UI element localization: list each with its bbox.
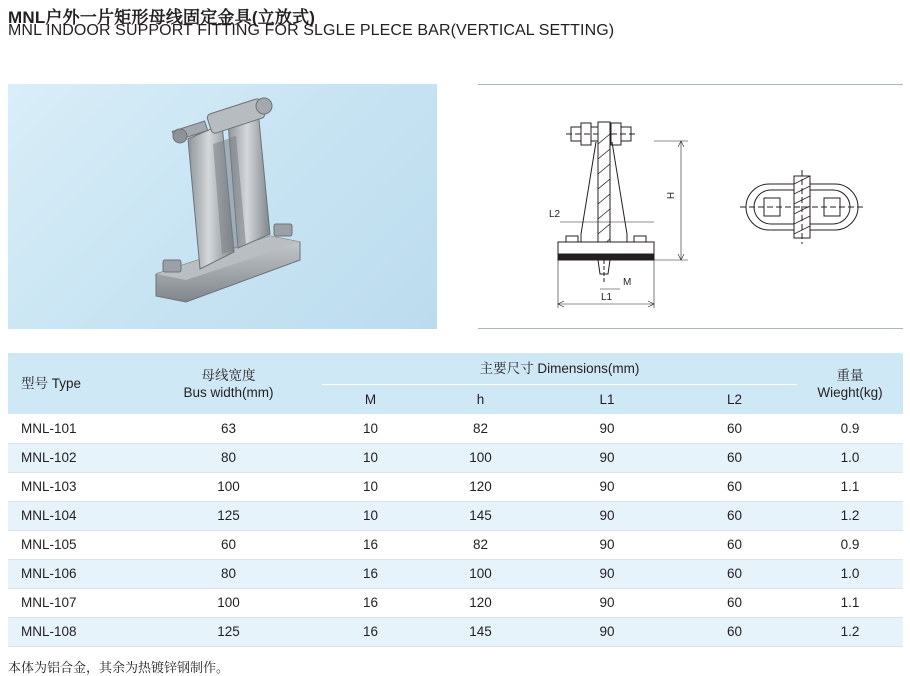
cell-l1: 90	[542, 414, 672, 443]
cell-type: MNL-102	[8, 443, 135, 472]
cell-l2: 60	[672, 588, 797, 617]
cell-m: 16	[322, 617, 419, 646]
cell-h: 145	[419, 501, 542, 530]
table-row	[8, 472, 903, 501]
col-header-dimensions: 主要尺寸 Dimensions(mm)	[322, 353, 797, 384]
cell-weight: 1.2	[797, 501, 903, 530]
cell-l1: 90	[542, 501, 672, 530]
cell-l2: 60	[672, 617, 797, 646]
cell-l2: 60	[672, 530, 797, 559]
cell-bus-width: 80	[135, 443, 322, 472]
table-row	[8, 559, 903, 588]
cell-m: 16	[322, 588, 419, 617]
technical-drawing	[478, 84, 903, 329]
table-row	[8, 414, 903, 443]
table-row	[8, 501, 903, 530]
footnote: 本体为铝合金，其余为热镀锌钢制作。	[8, 660, 230, 675]
label-h: H	[666, 191, 678, 200]
cell-h: 120	[419, 588, 542, 617]
cell-type: MNL-105	[8, 530, 135, 559]
table-row	[8, 530, 903, 559]
cell-l1: 90	[542, 559, 672, 588]
cell-type: MNL-103	[8, 472, 135, 501]
cell-type: MNL-104	[8, 501, 135, 530]
cell-l1: 90	[542, 588, 672, 617]
cell-weight: 0.9	[797, 530, 903, 559]
cell-h: 100	[419, 559, 542, 588]
cell-l1: 90	[542, 443, 672, 472]
col-header-h: h	[419, 384, 542, 414]
label-l2: L2	[549, 209, 561, 220]
cell-weight: 0.9	[797, 414, 903, 443]
support-fitting-illustration	[8, 84, 437, 329]
front-view-drawing	[478, 84, 903, 329]
cell-bus-width: 60	[135, 530, 322, 559]
cell-l2: 60	[672, 414, 797, 443]
cell-weight: 1.1	[797, 588, 903, 617]
col-header-type: 型号 Type	[8, 353, 135, 414]
label-l1: L1	[601, 292, 613, 303]
product-photo	[8, 84, 437, 329]
spec-table	[8, 353, 903, 647]
bus-width-en: Bus width(mm)	[183, 384, 274, 400]
col-header-l1: L1	[542, 384, 672, 414]
col-header-bus-width	[135, 353, 322, 414]
cell-l1: 90	[542, 530, 672, 559]
cell-h: 82	[419, 414, 542, 443]
bus-width-cn: 母线宽度	[201, 367, 256, 383]
col-header-m: M	[322, 384, 419, 414]
cell-l1: 90	[542, 472, 672, 501]
cell-m: 10	[322, 443, 419, 472]
cell-type: MNL-101	[8, 414, 135, 443]
cell-weight: 1.2	[797, 617, 903, 646]
cell-l2: 60	[672, 501, 797, 530]
cell-m: 10	[322, 472, 419, 501]
cell-m: 16	[322, 559, 419, 588]
cell-h: 120	[419, 472, 542, 501]
cell-bus-width: 80	[135, 559, 322, 588]
cell-h: 145	[419, 617, 542, 646]
page-title: MNL户外一片矩形母线固定金具(立放式)	[8, 8, 316, 27]
cell-weight: 1.0	[797, 443, 903, 472]
cell-h: 100	[419, 443, 542, 472]
page-subtitle: MNL INDOOR SUPPORT FITTING FOR SLGLE PLECE BAR(VERTICAL SETTING)	[8, 22, 615, 39]
col-header-weight	[797, 353, 903, 414]
cell-type: MNL-107	[8, 588, 135, 617]
cell-weight: 1.1	[797, 472, 903, 501]
cell-bus-width: 100	[135, 588, 322, 617]
cell-bus-width: 125	[135, 617, 322, 646]
table-row	[8, 443, 903, 472]
cell-h: 82	[419, 530, 542, 559]
cell-weight: 1.0	[797, 559, 903, 588]
cell-bus-width: 100	[135, 472, 322, 501]
cell-m: 10	[322, 501, 419, 530]
cell-l2: 60	[672, 443, 797, 472]
cell-type: MNL-108	[8, 617, 135, 646]
cell-m: 10	[322, 414, 419, 443]
cell-bus-width: 125	[135, 501, 322, 530]
cell-l1: 90	[542, 617, 672, 646]
col-header-l2: L2	[672, 384, 797, 414]
table-row	[8, 588, 903, 617]
cell-type: MNL-106	[8, 559, 135, 588]
label-m: M	[623, 277, 632, 288]
table-row	[8, 617, 903, 646]
cell-bus-width: 63	[135, 414, 322, 443]
cell-l2: 60	[672, 559, 797, 588]
cell-m: 16	[322, 530, 419, 559]
cell-l2: 60	[672, 472, 797, 501]
top-view-drawing	[740, 170, 864, 244]
weight-en: Wieght(kg)	[817, 384, 883, 400]
weight-cn: 重量	[836, 367, 864, 383]
